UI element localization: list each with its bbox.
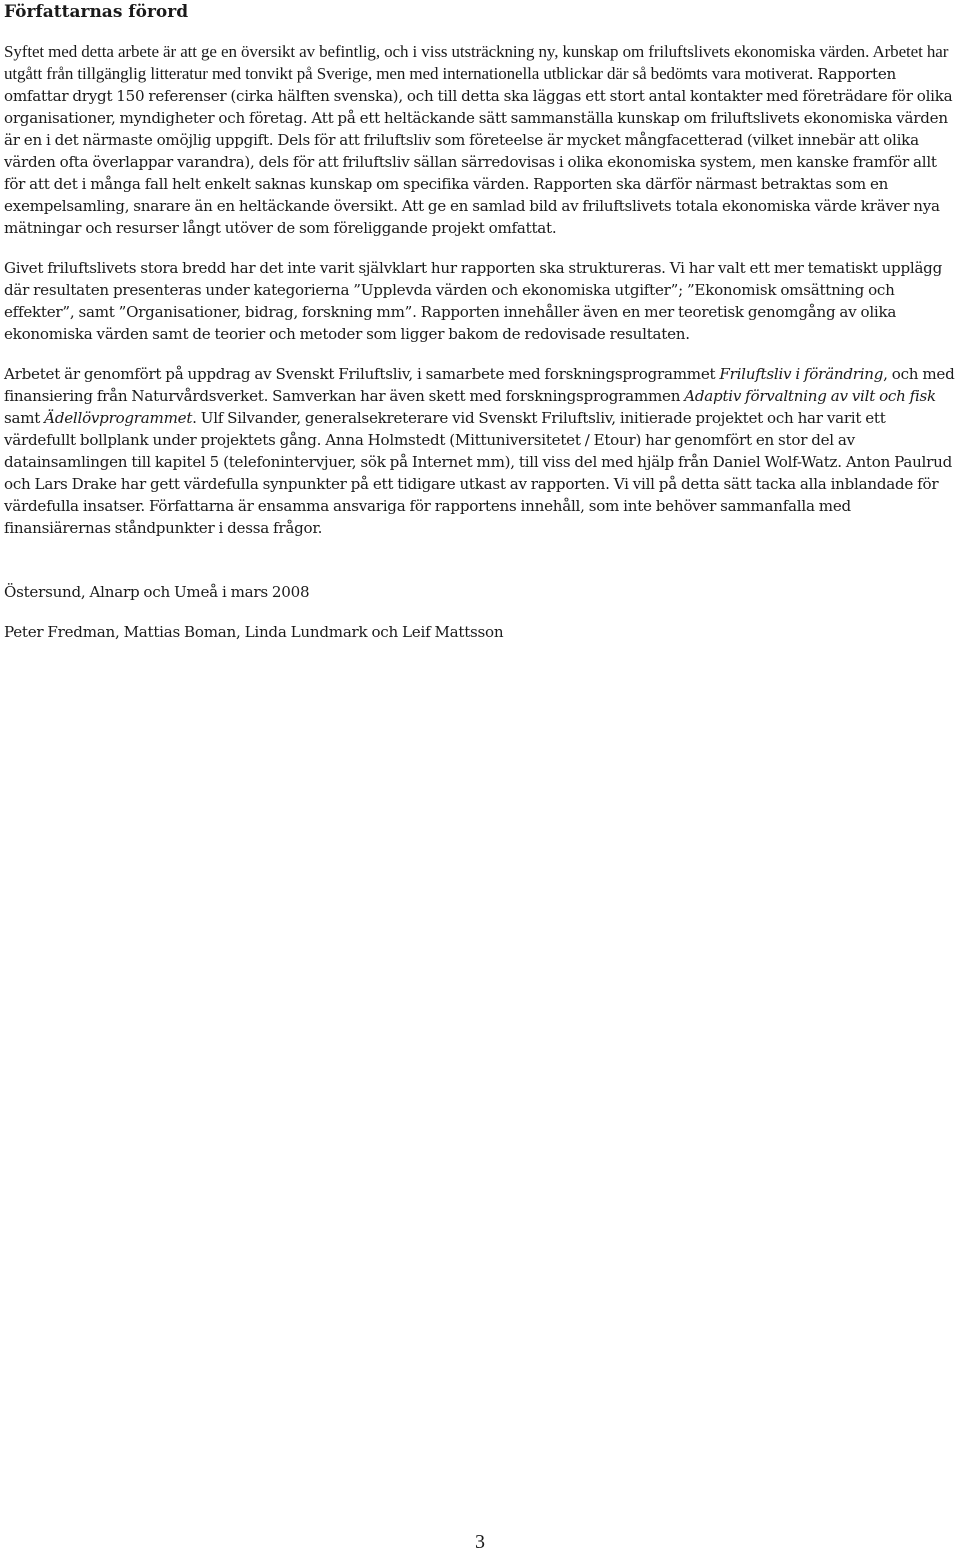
ack-text-1: Arbetet är genomfört på uppdrag av Svenskt Friluftsliv, i samarbete med forskningsprogrammet [4, 365, 720, 383]
paragraph-acknowledgements [4, 363, 956, 539]
ack-program-1: Friluftsliv i förändring [719, 365, 884, 383]
paragraph-structure: Givet friluftslivets stora bredd har det inte varit självklart hur rapporten ska struktureras. Vi har valt ett mer tematiskt upplägg där resultaten presenteras under kategorierna ”Upplevda värden och ekonomiska utgifter”; ”Ekonomisk omsättning och effekter”, samt ”Organisationer, bidrag, forskning mm”. Rapporten innehåller även en mer teoretisk genomgång av olika ekonomiska värden samt de teorier och metoder som ligger bakom de redovisade resultaten. [4, 259, 943, 343]
document-page [4, 0, 956, 643]
paragraph-purpose-rest: Rapporten omfattar drygt 150 referenser (cirka hälften svenska), och till detta ska läggas ett stort antal kontakter med företrädare för olika organisationer, myndigheter och företag. Att på ett heltäckande sätt sammanställa kunskap om friluftslivets ekonomiska värden är en i det närmaste omöjlig uppgift. Dels för att friluftsliv som företeelse är mycket mångfacetterad (vilket innebär att olika värden ofta överlappar varandra), dels för att friluftsliv sällan särredovisas i olika ekonomiska system, men kanske framför allt för att det i många fall helt enkelt saknas kunskap om specifika värden. Rapporten ska därför närmast betraktas som en exempelsamling, snarare än en heltäckande översikt. Att ge en samlad bild av friluftslivets totala ekonomiska värde kräver nya mätningar och resurser långt utöver de som föreliggande projekt omfattat. [4, 65, 953, 237]
page-number: 3 [475, 1531, 485, 1553]
ack-text-3: samt [4, 409, 45, 427]
paragraph-purpose [4, 41, 956, 239]
place-date: Östersund, Alnarp och Umeå i mars 2008 [4, 583, 310, 601]
ack-text-2: , och med finansiering från Naturvårdsverket. Samverkan har även skett med forskningsprogrammen [4, 365, 955, 405]
ack-program-3: Ädellövprogrammet [44, 409, 193, 427]
paragraph-purpose-intro: Syftet med detta arbete är att ge en översikt av befintlig, och i viss utsträckning ny, kunskap om friluftslivets ekonomiska värden. Arbetet har utgått från tillgänglig litteratur med tonvikt på Sverige, men med internationella utblickar där så bedömts vara motiverat. [4, 42, 949, 83]
authors: Peter Fredman, Mattias Boman, Linda Lundmark och Leif Mattsson [4, 623, 504, 641]
page-heading: Författarnas förord [4, 2, 189, 22]
ack-program-2: Adaptiv förvaltning av vilt och fisk [684, 387, 936, 405]
ack-text-4: . Ulf Silvander, generalsekreterare vid Svenskt Friluftsliv, initierade projektet och har varit ett värdefullt bollplank under projektets gång. Anna Holmstedt (Mittuniversitetet / Etour) har genomfört en stor del av datainsamlingen till kapitel 5 (telefonintervjuer, sök på Internet mm), till viss del med hjälp från Daniel Wolf-Watz. Anton Paulrud och Lars Drake har gett värdefulla synpunkter på ett tidigare utkast av rapporten. Vi vill på detta sätt tacka alla inblandade för värdefulla insatser. Författarna är ensamma ansvariga för rapportens innehåll, som inte behöver sammanfalla med finansiärernas ståndpunkter i dessa frågor. [4, 409, 952, 537]
